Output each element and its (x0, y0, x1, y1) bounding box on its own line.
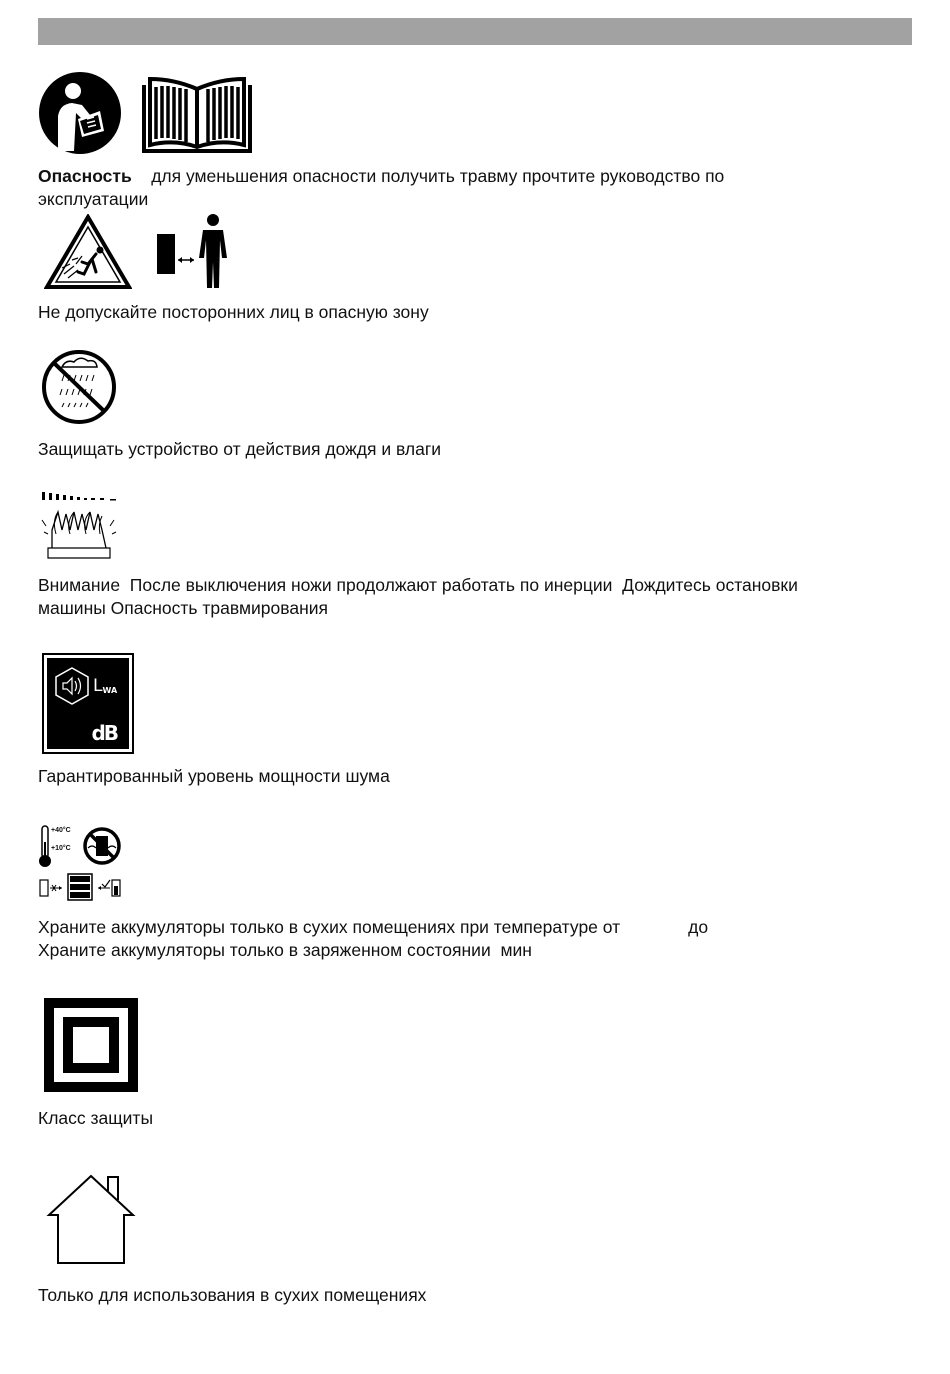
manual-warning-line1: для уменьшения опасности получить травму прочтите руководство по (151, 166, 725, 186)
thermometer-icon (38, 824, 52, 868)
noise-text: Гарантированный уровень мощности шума (38, 766, 390, 786)
battery-line1-b: до (688, 917, 709, 937)
header-bar (38, 18, 912, 45)
blades-warning-line2: машины Опасность травмирования (38, 598, 328, 618)
thrown-objects-warning-icon (44, 214, 132, 290)
protection-class-text: Класс защиты (38, 1108, 154, 1128)
double-insulation-icon (44, 998, 138, 1092)
sound-power-icon (42, 653, 134, 754)
bystanders-text: Не допускайте посторонних лиц в опасную зону (38, 302, 429, 322)
open-book-icon (142, 77, 252, 153)
battery-line1-a: Храните аккумуляторы только в сухих помещениях при температуре от (38, 917, 621, 937)
temp-low-label: +10°C (51, 845, 71, 852)
rain-text: Защищать устройство от действия дождя и влаги (38, 439, 441, 459)
no-rain-icon (40, 349, 118, 425)
battery-line2: Храните аккумуляторы только в заряженном состоянии мин (38, 940, 532, 960)
manual-warning-line2: эксплуатации (38, 189, 149, 209)
lwa-label: L (93, 676, 103, 696)
speaker-hexagon-icon (53, 666, 91, 706)
manual-warning-text (38, 165, 908, 211)
read-manual-person-icon (38, 71, 122, 155)
blades-warning-text (38, 574, 908, 620)
indoor-use-text: Только для использования в сухих помещениях (38, 1285, 427, 1305)
blades-warning-line1: Внимание После выключения ножи продолжают работать по инерции Дождитесь остановки (38, 575, 798, 595)
indoor-house-icon (45, 1173, 137, 1265)
battery-charge-state-icon (38, 872, 124, 902)
danger-label: Опасность (38, 166, 132, 186)
safety-distance-person-icon (155, 212, 235, 288)
temp-high-label: +40°C (51, 827, 71, 834)
rotating-blades-icon (40, 490, 120, 560)
battery-storage-text (38, 916, 908, 962)
no-wet-battery-icon (82, 826, 122, 866)
battery-storage-icon-group (38, 824, 124, 904)
lwa-sub: WA (102, 686, 118, 695)
db-label: dB (91, 721, 117, 745)
